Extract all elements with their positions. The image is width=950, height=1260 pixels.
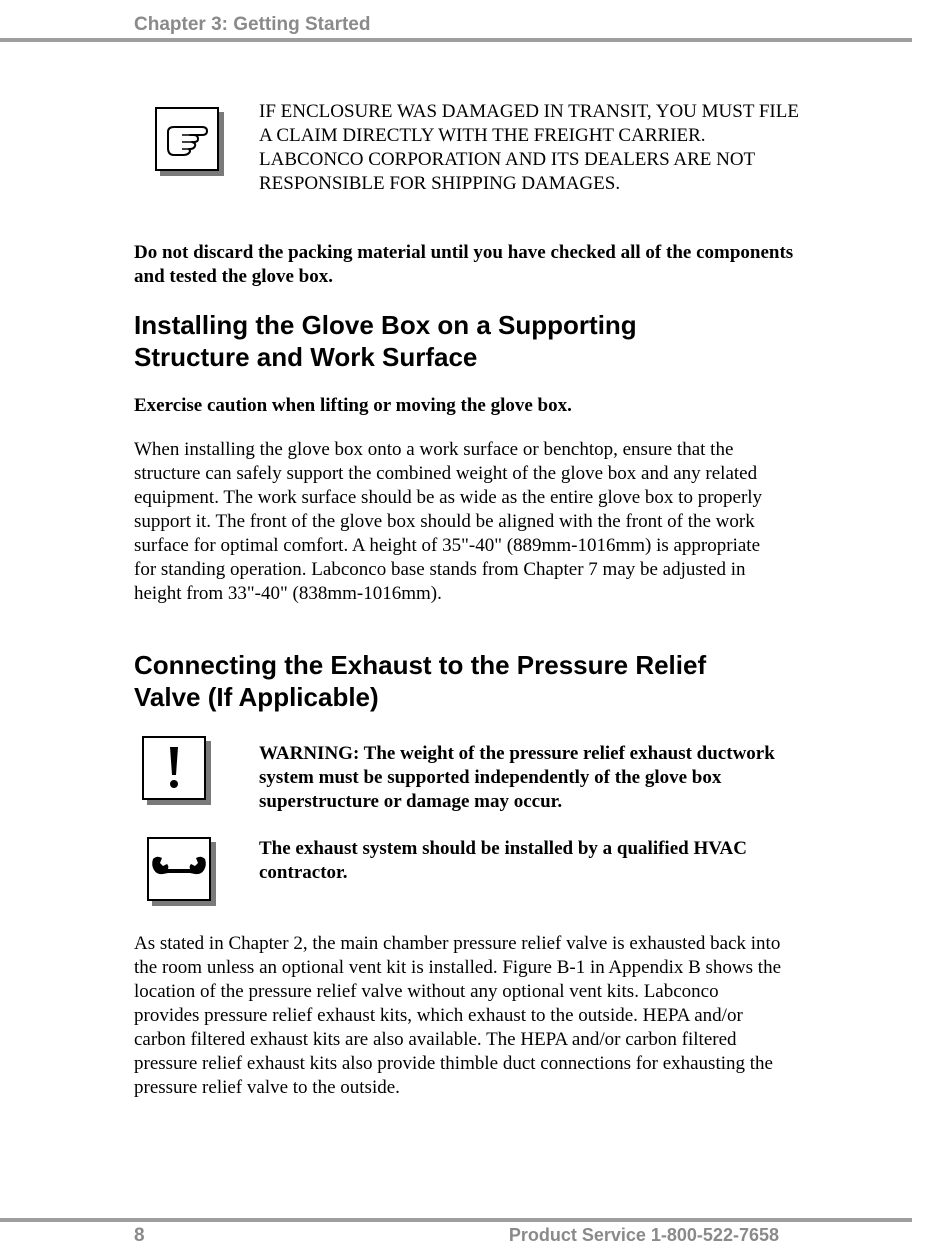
- wrench-icon: [147, 837, 211, 901]
- running-head: Chapter 3: Getting Started: [134, 14, 371, 35]
- section-heading-exhaust: Connecting the Exhaust to the Pressure Relief Valve (If Applicable): [134, 650, 707, 712]
- page-number: 8: [134, 1225, 145, 1246]
- exhaust-body: As stated in Chapter 2, the main chamber pressure relief valve is exhausted back into the room unless an optional vent kit is installed. Figure B-1 in Appendix B shows the location of the pressure relief valve without any optional vent kits. Labconco provides pressure relief exhaust kits, which exhaust to the outside. HEPA and/or carbon filtered exhaust kits are also available. The HEPA and/or carbon filtered pressure relief exhaust kits also provide thimble duct connections for exhausting the pressure relief valve to the outside.: [134, 933, 782, 1098]
- footer-rule: [0, 1218, 912, 1222]
- product-service-phone: Product Service 1-800-522-7658: [508, 1225, 779, 1245]
- section-heading-installing: Installing the Glove Box on a Supporting Structure and Work Surface: [134, 310, 637, 372]
- warning-notice: WARNING: The weight of the pressure relief exhaust ductwork system must be supported independently of the glove box superstructure or damage may occur.: [259, 743, 775, 812]
- hvac-notice: The exhaust system should be installed by a qualified HVAC contractor.: [259, 838, 747, 883]
- exclamation-icon: [142, 736, 206, 800]
- freight-notice: IF ENCLOSURE WAS DAMAGED IN TRANSIT, YOU MUST FILE A CLAIM DIRECTLY WITH THE FREIGHT CARRIER. LABCONCO CORPORATION AND ITS DEALERS ARE NOT RESPONSIBLE FOR SHIPPING DAMAGES.: [259, 101, 799, 194]
- header-rule: [0, 38, 912, 42]
- packing-note: Do not discard the packing material until you have checked all of the components and tested the glove box.: [134, 242, 794, 287]
- installing-body: When installing the glove box onto a work surface or benchtop, ensure that the structure can safely support the combined weight of the glove box and any related equipment. The work surface should be as wide as the entire glove box to properly support it. The front of the glove box should be aligned with the front of the work surface for optimal comfort. A height of 35"-40" (889mm-1016mm) is appropriate for standing operation. Labconco base stands from Chapter 7 may be adjusted in height from 33"-40" (838mm-1016mm).: [134, 439, 763, 604]
- caution-note: Exercise caution when lifting or moving the glove box.: [134, 395, 572, 416]
- pointing-hand-icon: [155, 107, 219, 171]
